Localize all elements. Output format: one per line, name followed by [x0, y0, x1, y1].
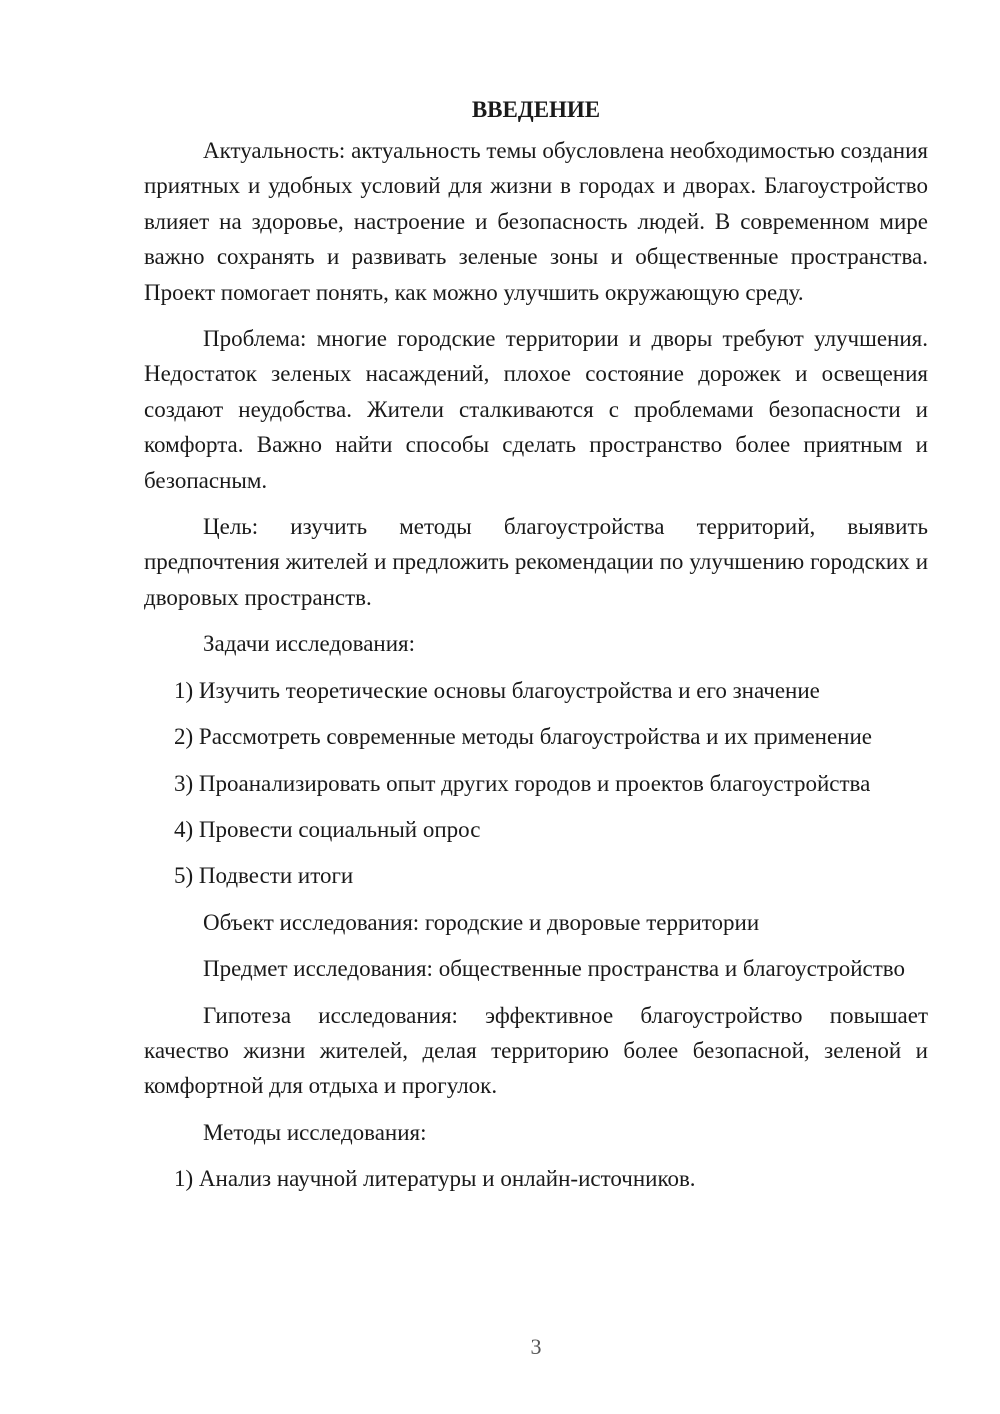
methods-heading: Методы исследования: [203, 1119, 427, 1145]
paragraph-problem: Проблема: многие городские территории и дворы требуют улучшения. Недостаток зеленых насаждений, плохое состояние дорожек и освещения создают неудобства. Жители сталкиваются с проблемами безопасности и комфорта. Важно найти способы сделать пространство более приятным и безопасным. [144, 326, 928, 493]
paragraph-relevance: Актуальность: актуальность темы обусловлена необходимостью создания приятных и удобных условий для жизни в городах и дворах. Благоустройство влияет на здоровье, настроение и безопасность людей. В современном мире важно сохранять и развивать зеленые зоны и общественные пространства. Проект помогает понять, как можно улучшить окружающую среду. [144, 138, 929, 305]
paragraph-goal: Цель: изучить методы благоустройства территорий, выявить предпочтения жителей и предложить рекомендации по улучшению городских и дворовых пространств. [144, 514, 928, 610]
page-content [144, 92, 928, 1208]
section-title: ВВЕДЕНИЕ [471, 97, 601, 122]
method-item-1: 1) Анализ научной литературы и онлайн-источников. [174, 1166, 696, 1192]
task-item-5: 5) Подвести итоги [174, 863, 354, 889]
task-item-1: 1) Изучить теоретические основы благоустройства и его значение [174, 677, 820, 703]
task-item-3: 3) Проанализировать опыт других городов и проектов благоустройства [174, 770, 871, 796]
task-item-4: 4) Провести социальный опрос [174, 816, 481, 842]
page-number: 3 [530, 1334, 542, 1359]
tasks-heading: Задачи исследования: [203, 631, 416, 657]
paragraph-subject: Предмет исследования: общественные пространства и благоустройство [203, 956, 905, 982]
task-item-2: 2) Рассмотреть современные методы благоустройства и их применение [174, 724, 872, 750]
paragraph-hypothesis: Гипотеза исследования: эффективное благоустройство повышает качество жизни жителей, делая территорию более безопасной, зеленой и комфортной для отдыха и прогулок. [144, 1002, 928, 1099]
paragraph-object: Объект исследования: городские и дворовые территории [203, 909, 760, 935]
